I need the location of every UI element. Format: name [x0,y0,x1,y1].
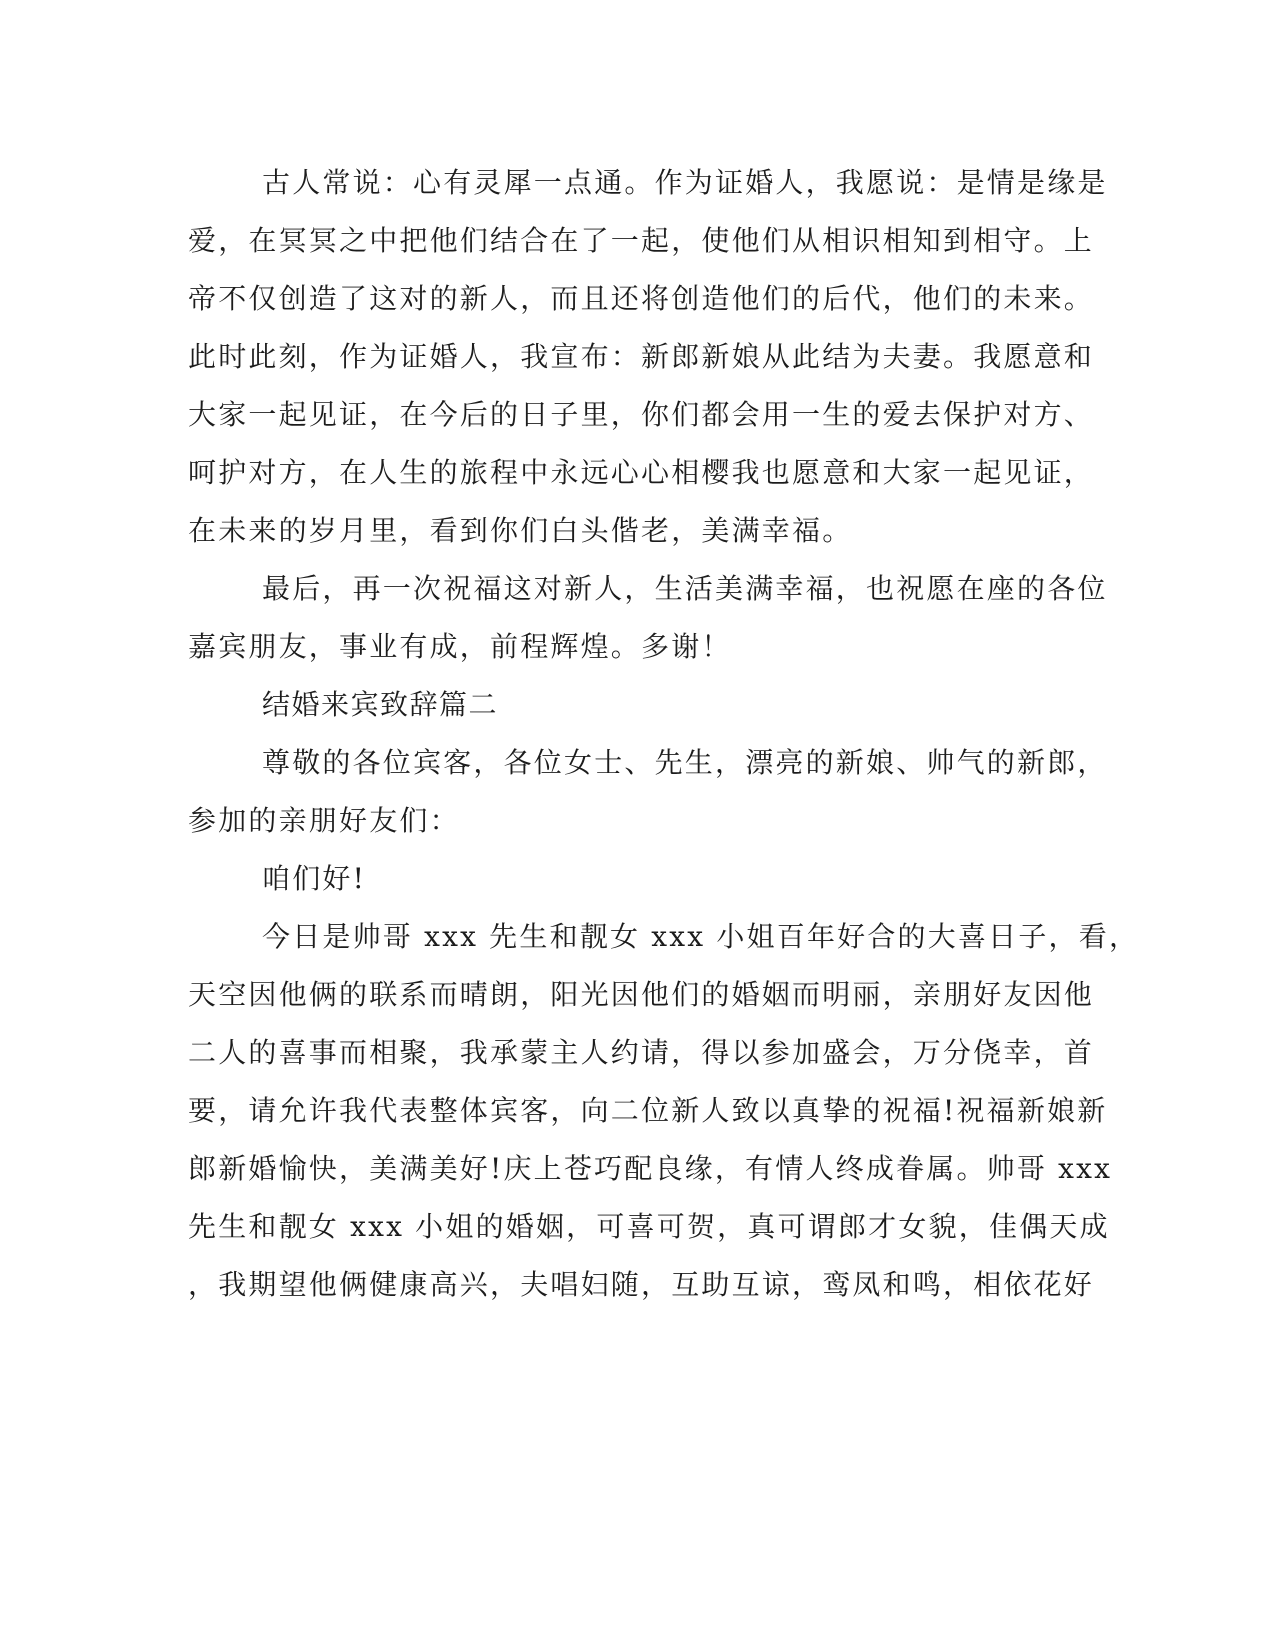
section-heading: 结婚来宾致辞篇二 [262,688,499,721]
paragraph-3-line-4: 要，请允许我代表整体宾客，向二位新人致以真挚的祝福!祝福新娘新 [188,1094,1108,1127]
salutation-line-1: 尊敬的各位宾客，各位女士、先生，漂亮的新娘、帅气的新郎， [262,746,1108,779]
paragraph-1-line-7: 在未来的岁月里，看到你们白头偕老，美满幸福。 [188,514,853,547]
paragraph-1-line-4: 此时此刻，作为证婚人，我宣布：新郎新娘从此结为夫妻。我愿意和 [188,340,1095,373]
paragraph-1-line-3: 帝不仅创造了这对的新人，而且还将创造他们的后代，他们的未来。 [188,282,1095,315]
paragraph-1-line-6: 呵护对方，在人生的旅程中永远心心相樱我也愿意和大家一起见证， [188,456,1095,489]
paragraph-2-line-1: 最后，再一次祝福这对新人，生活美满幸福，也祝愿在座的各位 [262,572,1108,605]
paragraph-3-line-5: 郎新婚愉快，美满美好!庆上苍巧配良缘，有情人终成眷属。帅哥 xxx [188,1152,1113,1185]
paragraph-1-line-2: 爱，在冥冥之中把他们结合在了一起，使他们从相识相知到相守。上 [188,224,1095,257]
greeting-line: 咱们好! [262,862,367,895]
paragraph-2-line-2: 嘉宾朋友，事业有成，前程辉煌。多谢！ [188,630,732,663]
paragraph-3-line-7: ，我期望他俩健康高兴，夫唱妇随，互助互谅，鸾凤和鸣，相依花好 [188,1268,1095,1301]
salutation-line-2: 参加的亲朋好友们： [188,804,460,837]
paragraph-3-line-1: 今日是帅哥 xxx 先生和靓女 xxx 小姐百年好合的大喜日子，看， [262,920,1140,953]
paragraph-3-line-6: 先生和靓女 xxx 小姐的婚姻，可喜可贺，真可谓郎才女貌，佳偶天成 [188,1210,1110,1243]
paragraph-1-line-5: 大家一起见证，在今后的日子里，你们都会用一生的爱去保护对方、 [188,398,1095,431]
paragraph-1-line-1: 古人常说：心有灵犀一点通。作为证婚人，我愿说：是情是缘是 [262,166,1108,199]
paragraph-3-line-2: 天空因他俩的联系而晴朗，阳光因他们的婚姻而明丽，亲朋好友因他 [188,978,1095,1011]
paragraph-3-line-3: 二人的喜事而相聚，我承蒙主人约请，得以参加盛会，万分侥幸，首 [188,1036,1095,1069]
